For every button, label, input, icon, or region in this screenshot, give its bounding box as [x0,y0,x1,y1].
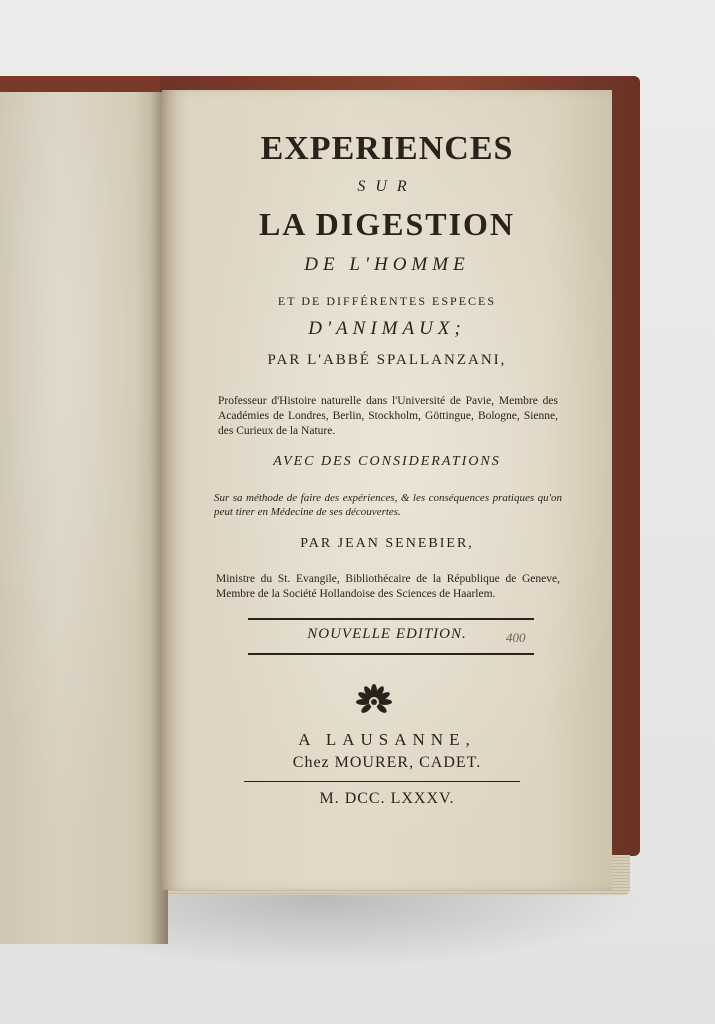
senebier-byline: PAR JEAN SENEBIER, [300,536,474,551]
author-line: PAR L'ABBÉ SPALLANZANI, [267,352,507,368]
considerations-text: Sur sa méthode de faire des expériences, & les conséquences pratiques qu'on peut tirer en Médecine de ses découvertes. [214,492,562,518]
author-description: Professeur d'Histoire naturelle dans l'Université de Pavie, Membre des Académies de Londres, Berlin, Stockholm, Göttingue, Bologne, Sienne, des Curieux de la Nature. [218,394,558,437]
senebier-description: Ministre du St. Evangile, Bibliothécaire de la République de Geneve, Membre de la Société Hollandoise des Sciences de Haarlem. [216,572,560,600]
pencil-note: 400 [506,630,526,645]
title-line-especes: ET DE DIFFÉRENTES ESPECES [277,294,497,308]
place-line: A LAUSANNE, [298,730,476,749]
title-line-digestion: LA DIGESTION [258,206,516,242]
rule-below-edition [248,653,534,655]
left-page [0,92,168,944]
title-page-text [162,90,612,890]
rule-above-year [244,781,520,782]
year-line: M. DCC. LXXXV. [319,790,455,807]
title-line-sur: SUR [357,178,417,195]
publisher-line: Chez MOURER, CADET. [292,754,482,771]
avec-considerations-line: AVEC DES CONSIDERATIONS [273,454,501,469]
edition-line: NOUVELLE EDITION. [307,626,467,642]
flower-ornament-icon [349,680,399,720]
title-page [162,90,612,890]
rule-above-edition [248,618,534,620]
title-line-experiences: EXPERIENCES [260,130,514,167]
title-line-animaux: D'ANIMAUX; [308,318,466,339]
title-line-homme: DE L'HOMME [304,254,470,275]
